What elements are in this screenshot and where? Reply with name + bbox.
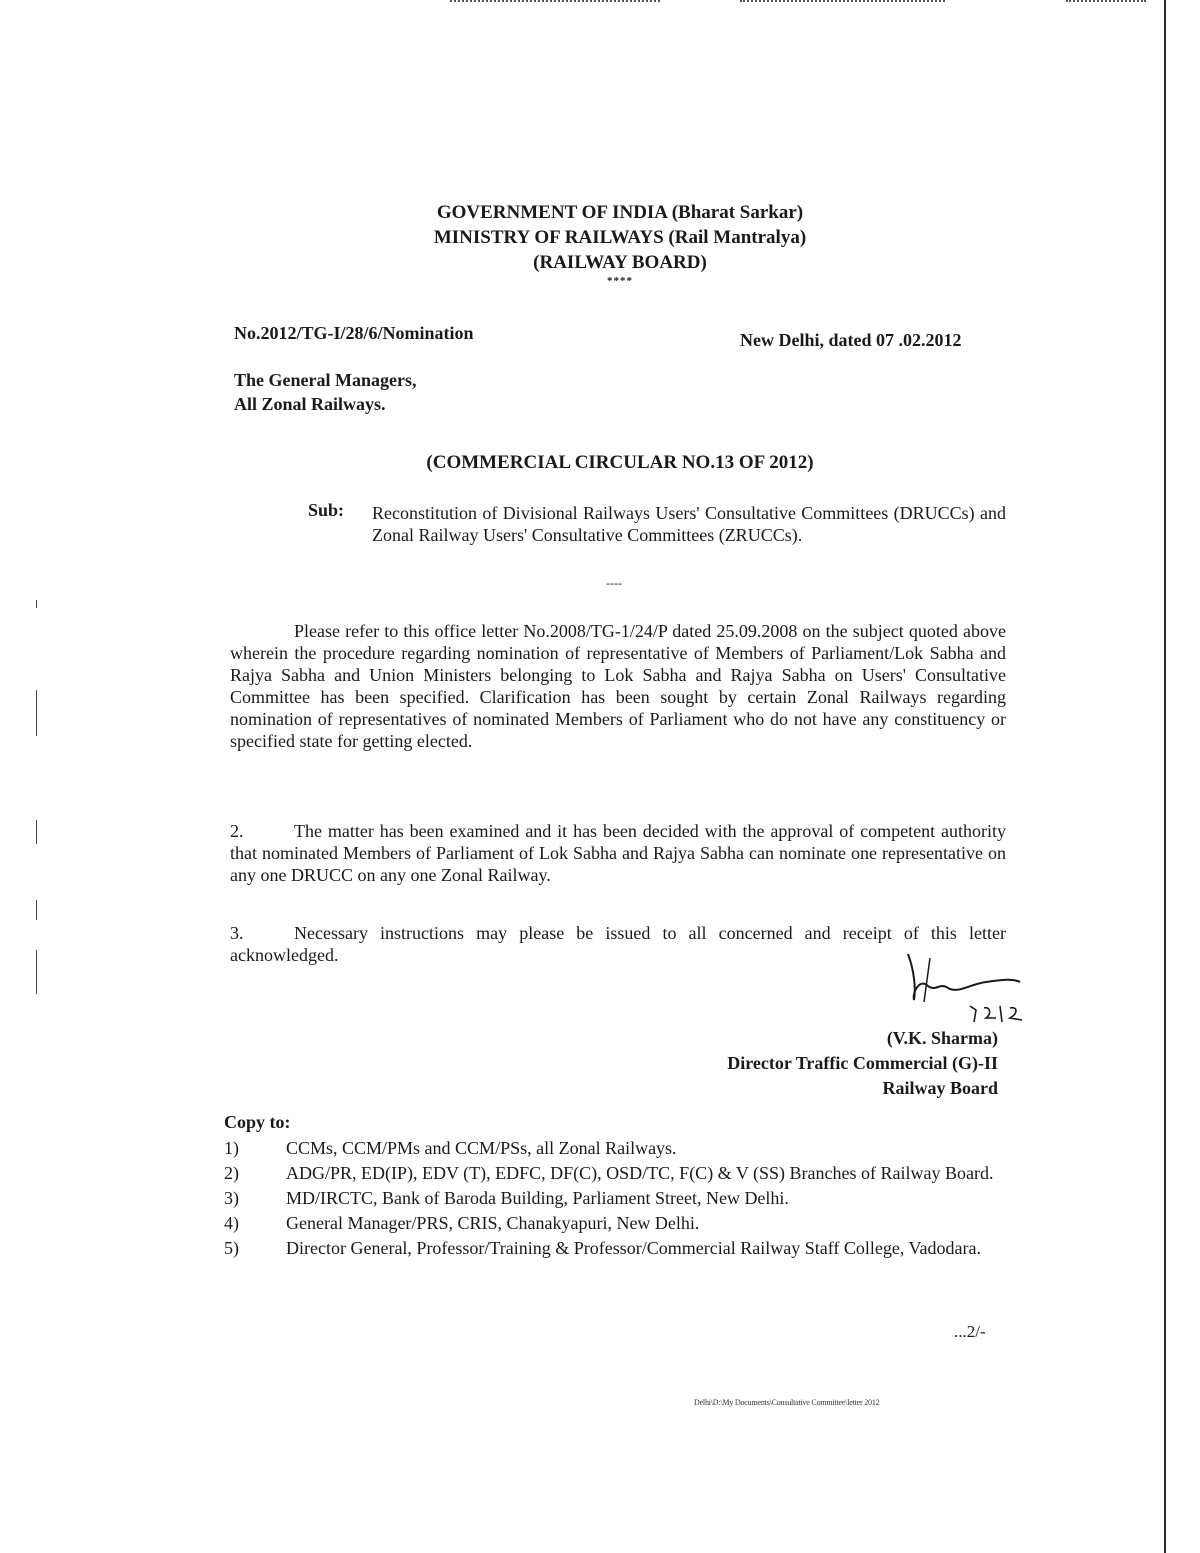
list-item-number: 1) — [224, 1138, 239, 1158]
reference-number: No.2012/TG-I/28/6/Nomination — [234, 323, 474, 343]
list-item — [224, 1138, 998, 1159]
scan-speck — [36, 690, 37, 736]
letterhead-board: (RAILWAY BOARD) — [533, 252, 707, 273]
list-item-number: 4) — [224, 1213, 239, 1233]
paragraph-1: Please refer to this office letter No.2008/TG-1/24/P dated 25.09.2008 on the subject quoted above wherein the procedure regarding nomination of representative of Members of Parliament/Lok Sabha and Rajya Sabha and Union Ministers belonging to Lok Sabha and Rajya Sabha on Users' Consultative Committee has been specified. Clarification has been sought by certain Zonal Railways regarding nomination of representatives of nominated Members of Parliament who do not have any constituency or specified state for getting elected. — [230, 621, 1006, 751]
signatory-office: Railway Board — [882, 1078, 998, 1098]
subject-text: Reconstitution of Divisional Railways Users' Consultative Committees (DRUCCs) and Zonal Railway Users' Consultative Committees (ZRUCCs). — [372, 503, 1006, 545]
letterhead-government: GOVERNMENT OF INDIA (Bharat Sarkar) — [436, 202, 804, 223]
signatory-designation: Director Traffic Commercial (G)-II — [727, 1053, 998, 1073]
letterhead-ministry: MINISTRY OF RAILWAYS (Rail Mantralya) — [433, 227, 807, 248]
list-item-text: ADG/PR, ED(IP), EDV (T), EDFC, DF(C), OSD/TC, F(C) & V (SS) Branches of Railway Board. — [286, 1163, 994, 1183]
paragraph-number: 3. — [230, 923, 244, 943]
list-item-text: MD/IRCTC, Bank of Baroda Building, Parliament Street, New Delhi. — [286, 1188, 789, 1208]
page-continuation: ...2/- — [954, 1322, 986, 1341]
list-item — [224, 1213, 998, 1234]
signatory-name: (V.K. Sharma) — [886, 1028, 998, 1048]
list-item-number: 5) — [224, 1238, 239, 1258]
scan-top-mark — [740, 0, 945, 5]
paragraph-text: The matter has been examined and it has been decided with the approval of competent authority that nominated Members of Parliament of Lok Sabha and Rajya Sabha can nominate one representative on any one DRUCC on any one Zonal Railway. — [230, 821, 1006, 885]
list-item — [224, 1188, 998, 1209]
scan-top-mark — [450, 0, 660, 5]
handwritten-signature — [900, 948, 1040, 1028]
scan-top-mark — [1066, 0, 1146, 5]
addressee-line: All Zonal Railways. — [234, 394, 386, 414]
list-item-number: 3) — [224, 1188, 239, 1208]
paragraph-3 — [230, 922, 1006, 966]
scan-speck — [36, 900, 37, 920]
paragraph-text: Necessary instructions may please be issued to all concerned and receipt of this letter acknowledged. — [230, 923, 1006, 965]
letterhead-stars: **** — [607, 275, 633, 287]
footer-file-path: Delhi\D:\My Documents\Consultative Committee\letter 2012 — [694, 1398, 880, 1407]
list-item-number: 2) — [224, 1163, 239, 1183]
letter-date: New Delhi, dated 07 .02.2012 — [740, 330, 962, 350]
list-item-text: CCMs, CCM/PMs and CCM/PSs, all Zonal Railways. — [286, 1138, 677, 1158]
letterhead — [300, 200, 940, 287]
scan-speck — [36, 820, 37, 844]
copy-to-list — [224, 1138, 998, 1263]
list-item-text: General Manager/PRS, CRIS, Chanakyapuri, New Delhi. — [286, 1213, 700, 1233]
scan-edge-line — [1164, 0, 1166, 1553]
list-item-text: Director General, Professor/Training & Professor/Commercial Railway Staff College, Vadodara. — [286, 1238, 982, 1258]
scan-speck — [36, 950, 37, 994]
circular-title: (COMMERCIAL CIRCULAR NO.13 OF 2012) — [426, 452, 814, 473]
subject-separator: ---- — [606, 576, 622, 590]
scan-speck — [36, 600, 37, 608]
list-item — [224, 1238, 998, 1259]
paragraph-2 — [230, 820, 1006, 886]
paragraph-number: 2. — [230, 821, 244, 841]
copy-to-label: Copy to: — [224, 1112, 291, 1132]
subject-label: Sub: — [308, 500, 345, 520]
list-item — [224, 1163, 998, 1184]
signature-block — [620, 1026, 998, 1101]
addressee-line: The General Managers, — [234, 370, 417, 390]
addressee — [234, 368, 416, 416]
